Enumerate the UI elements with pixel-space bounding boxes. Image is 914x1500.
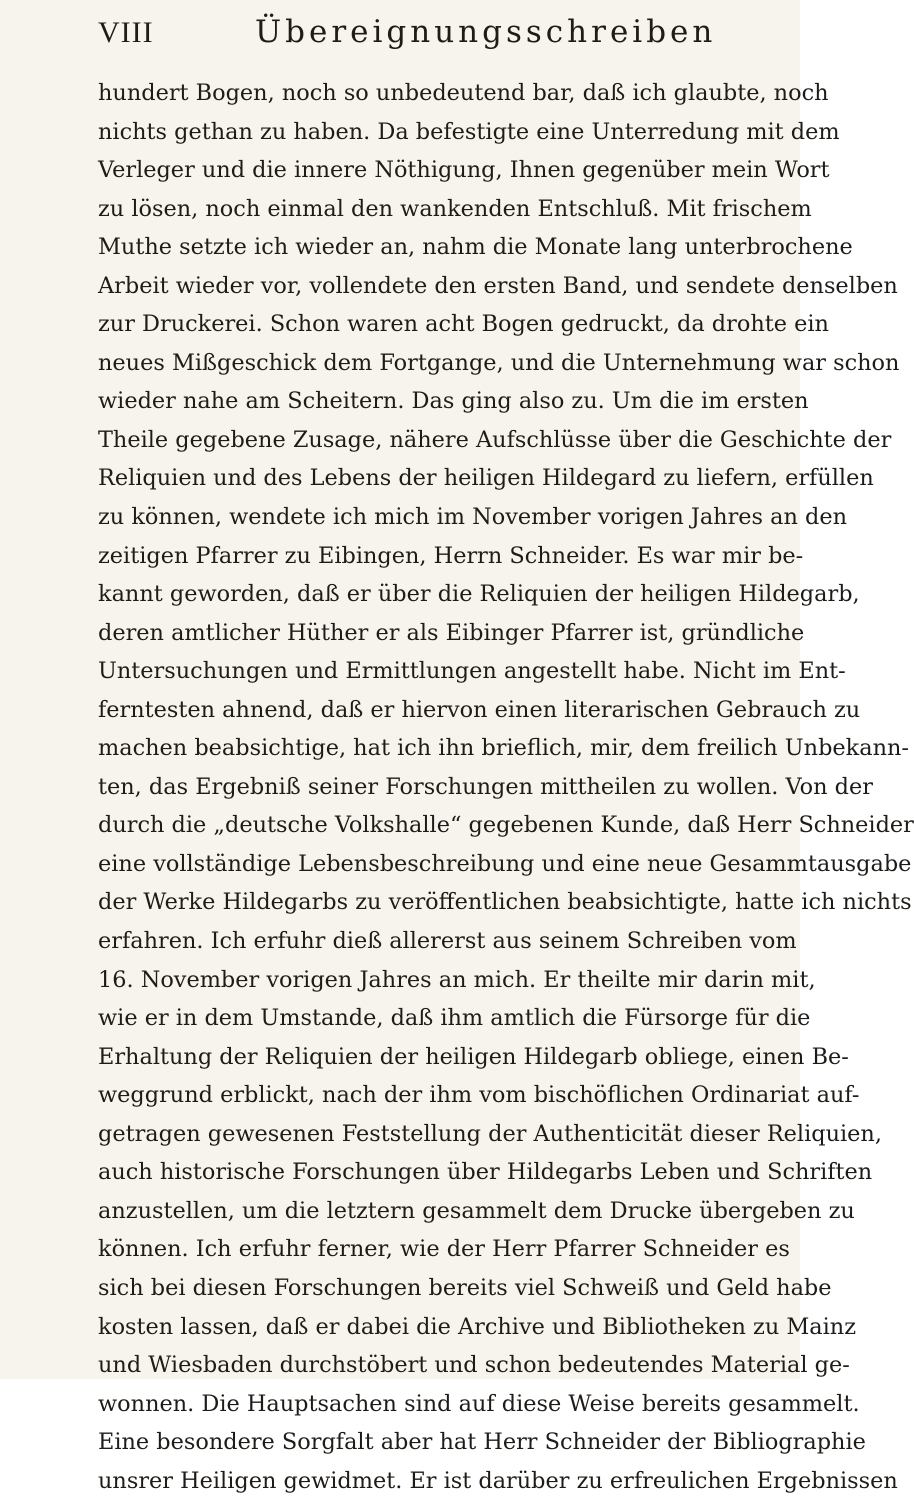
text-line: durch die „deutsche Volkshalle“ gegebenen Kunde, daß Herr Schneider — [98, 812, 914, 839]
text-line: hundert Bogen, noch so unbedeutend bar, daß ich glaubte, noch — [98, 80, 829, 106]
page-number: VIII — [98, 16, 154, 49]
text-line: getragen gewesenen Feststellung der Authenticität dieser Reliquien, — [98, 1120, 882, 1147]
text-line: Verleger und die innere Nöthigung, Ihnen gegenüber mein Wort — [98, 157, 830, 184]
text-line: Muthe setzte ich wieder an, nahm die Monate lang unterbrochene — [98, 234, 853, 261]
text-line: wie er in dem Umstande, daß ihm amtlich die Fürsorge für die — [98, 1005, 811, 1032]
body-text — [98, 74, 914, 1500]
text-line: ten, das Ergebniß seiner Forschungen mittheilen zu wollen. Von der — [98, 773, 873, 800]
running-title: Übereignungsschreiben — [255, 14, 717, 50]
text-line: Reliquien und des Lebens der heiligen Hildegard zu liefern, erfüllen — [98, 465, 874, 492]
text-line: wieder nahe am Scheitern. Das ging also zu. Um die im ersten — [98, 388, 809, 415]
text-line: auch historische Forschungen über Hildegarbs Leben und Schriften — [98, 1159, 873, 1186]
page-header — [98, 14, 718, 54]
text-line: zeitigen Pfarrer zu Eibingen, Herrn Schneider. Es war mir be- — [98, 542, 804, 569]
text-line: ferntesten ahnend, daß er hiervon einen literarischen Gebrauch zu — [98, 696, 861, 723]
text-line: anzustellen, um die letztern gesammelt dem Drucke übergeben zu — [98, 1197, 855, 1224]
text-line: und Wiesbaden durchstöbert und schon bedeutendes Material ge- — [98, 1352, 850, 1379]
text-line: wonnen. Die Hauptsachen sind auf diese Weise bereits gesammelt. — [98, 1390, 860, 1417]
text-line: weggrund erblickt, nach der ihm vom bischöflichen Ordinariat auf- — [98, 1082, 860, 1109]
text-line: der Werke Hildegarbs zu veröffentlichen beabsichtigte, hatte ich nichts — [98, 889, 912, 916]
text-line: deren amtlicher Hüther er als Eibinger Pfarrer ist, gründliche — [98, 619, 805, 646]
text-line: kannt geworden, daß er über die Reliquien der heiligen Hildegarb, — [98, 581, 860, 608]
text-line: neues Mißgeschick dem Fortgange, und die Unternehmung war schon — [98, 349, 900, 376]
text-line: machen beabsichtige, hat ich ihn brieflich, mir, dem freilich Unbekann- — [98, 735, 909, 762]
text-line: zu lösen, noch einmal den wankenden Entschluß. Mit frischem — [98, 195, 812, 222]
text-line: eine vollständige Lebensbeschreibung und eine neue Gesammtausgabe — [98, 850, 912, 877]
text-line: sich bei diesen Forschungen bereits viel Schweiß und Geld habe — [98, 1274, 832, 1301]
text-line: zur Druckerei. Schon waren acht Bogen gedruckt, da drohte ein — [98, 311, 829, 338]
text-line: unsrer Heiligen gewidmet. Er ist darüber zu erfreulichen Ergebnissen — [98, 1467, 898, 1494]
text-line: Untersuchungen und Ermittlungen angestellt habe. Nicht im Ent- — [98, 658, 846, 685]
text-line: Erhaltung der Reliquien der heiligen Hildegarb obliege, einen Be- — [98, 1043, 849, 1070]
text-line: können. Ich erfuhr ferner, wie der Herr Pfarrer Schneider es — [98, 1236, 790, 1263]
text-line: Eine besondere Sorgfalt aber hat Herr Schneider der Bibliographie — [98, 1429, 866, 1456]
text-line: 16. November vorigen Jahres an mich. Er theilte mir darin mit, — [98, 966, 816, 993]
text-line: zu können, wendete ich mich im November vorigen Jahres an den — [98, 504, 848, 531]
text-line: nichts gethan zu haben. Da befestigte eine Unterredung mit dem — [98, 118, 840, 145]
text-line: kosten lassen, daß er dabei die Archive und Bibliotheken zu Mainz — [98, 1313, 857, 1340]
text-line: Arbeit wieder vor, vollendete den ersten Band, und sendete denselben — [98, 272, 898, 299]
text-line: Theile gegebene Zusage, nähere Aufschlüsse über die Geschichte der — [98, 426, 892, 453]
text-line: erfahren. Ich erfuhr dieß allererst aus seinem Schreiben vom — [98, 928, 797, 955]
